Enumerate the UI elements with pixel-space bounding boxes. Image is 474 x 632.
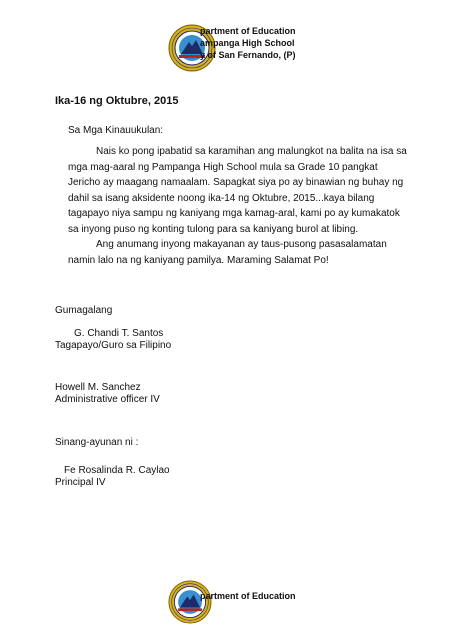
body-paragraph: Ang anumang inyong makayanan ay taus-pusong pasasalamatan namin lalo na ng kaniyang pamilya. Maraming Salamat Po!	[68, 239, 387, 266]
signatory-name: Fe Rosalinda R. Caylao	[64, 465, 170, 476]
department-name: partment of Education	[200, 26, 296, 36]
signatory-title: Tagapayo/Guro sa Filipino	[55, 340, 172, 351]
letter-body	[68, 144, 410, 268]
salutation: Sa Mga Kinauukulan:	[68, 125, 164, 136]
signatory-name: Howell M. Sanchez	[55, 382, 141, 393]
body-paragraph: Nais ko pong ipabatid sa karamihan ang malungkot na balita na isa sa mga mag-aaral ng Pampanga High School mula sa Grade 10 pangkat Jericho ay maagang namaalam. Sapagkat siya po ay binawian ng buhay ng dahil sa isang aksidente noong ika-14 ng Oktubre, 2015...kaya bilang tagapayo niya sampu ng kaniyang mga kamag-aral, kami po ay kumakatok sa inyong puso ng konting tulong para sa kaniyang burol at libing.	[68, 146, 407, 235]
letter-date: Ika-16 ng Oktubre, 2015	[55, 95, 179, 107]
signatory-name: G. Chandi T. Santos	[74, 328, 164, 339]
signatory-title: Principal IV	[55, 477, 106, 488]
signatory-title: Administrative officer IV	[55, 394, 160, 405]
school-name: ampanga High School	[200, 38, 295, 48]
approval-label: Sinang-ayunan ni :	[55, 437, 139, 448]
letterhead	[168, 22, 368, 74]
footer-letterhead	[168, 580, 368, 628]
school-seal-icon	[168, 580, 212, 624]
school-location: y of San Fernando, (P)	[200, 50, 296, 60]
footer-department-name: partment of Education	[200, 591, 296, 601]
closing: Gumagalang	[55, 305, 113, 316]
